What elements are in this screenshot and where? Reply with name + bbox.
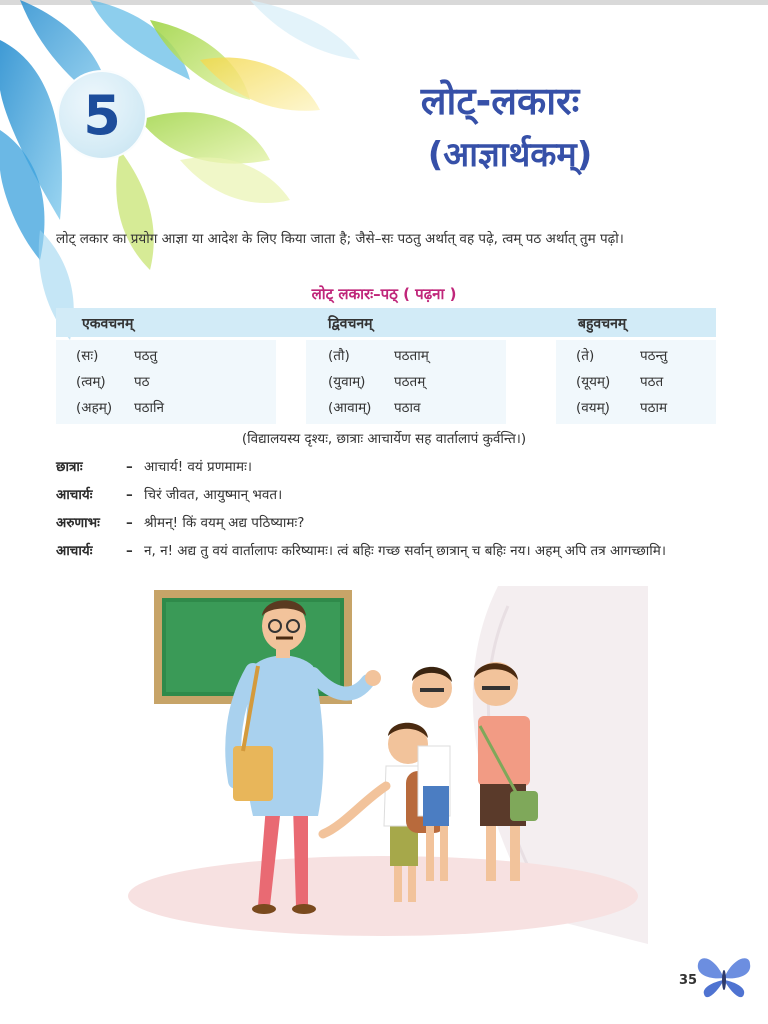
intro-paragraph: लोट् लकार का प्रयोग आज्ञा या आदेश के लिए किया जाता है; जैसे–सः पठतु अर्थात् वह पढ़े, त्वम् पठ अर्थात् तुम पढ़ो। — [56, 231, 624, 247]
table-row — [56, 398, 716, 422]
utterance: श्रीमन्! किं वयम् अद्य पठिष्यामः? — [144, 515, 305, 531]
utterance: चिरं जीवत, आयुष्मान् भवत। — [144, 487, 283, 503]
speaker: अरुणाभः — [56, 515, 100, 531]
verb-cell: पठाम — [640, 400, 668, 416]
table-row — [56, 346, 716, 370]
table-row — [56, 372, 716, 396]
verb-cell: पठतु — [134, 348, 158, 364]
utterance: न, न! अद्य तु वयं वार्तालापः करिष्यामः। त्वं बहिः गच्छ सर्वान् छात्रान् च बहिः नय। अहम् अपि तत्र आगच्छामि। — [144, 543, 666, 559]
butterfly-icon — [694, 950, 754, 1006]
dialogue-line — [56, 455, 718, 479]
verb-cell: पठ — [134, 374, 150, 390]
pronoun-cell: (सः) — [76, 348, 99, 364]
scene-note: (विद्यालयस्य दृश्यः, छात्राः आचार्येण सह वार्तालापं कुर्वन्ति।) — [241, 431, 527, 447]
pronoun-cell: (वयम्) — [576, 400, 610, 416]
dialogue-line — [56, 539, 718, 563]
pronoun-cell: (ते) — [576, 348, 595, 364]
classroom-illustration — [118, 586, 648, 944]
speaker: छात्राः — [56, 459, 83, 475]
verb-cell: पठत — [640, 374, 664, 390]
header-singular: एकवचनम् — [82, 316, 134, 332]
leaf-decoration — [0, 0, 400, 360]
table-header — [56, 308, 716, 337]
page-number: 35 — [679, 973, 698, 988]
speaker: आचार्यः — [56, 543, 93, 559]
pronoun-cell: (अहम्) — [76, 400, 113, 416]
pronoun-cell: (यूयम्) — [576, 374, 611, 390]
dialogue — [56, 455, 718, 567]
chapter-badge — [57, 70, 147, 160]
dialogue-line — [56, 511, 718, 535]
dash: – — [126, 543, 133, 559]
header-plural: बहुवचनम् — [578, 316, 627, 332]
header-dual: द्विवचनम् — [328, 316, 373, 332]
utterance: आचार्य! वयं प्रणमामः। — [144, 459, 252, 475]
speaker: आचार्यः — [56, 487, 93, 503]
verb-cell: पठाव — [394, 400, 421, 416]
chapter-subtitle: (आज्ञार्थकम्) — [427, 135, 593, 175]
dash: – — [126, 515, 133, 531]
verb-cell: पठतम् — [394, 374, 426, 390]
conjugation-table — [56, 340, 716, 424]
chapter-number: 5 — [83, 83, 121, 147]
chapter-title: लोट्-लकारः — [420, 79, 580, 123]
dialogue-line — [56, 483, 718, 507]
pronoun-cell: (आवाम्) — [328, 400, 372, 416]
pronoun-cell: (युवाम्) — [328, 374, 366, 390]
table-title: लोट् लकारः–पठ् ( पढ़ना ) — [311, 285, 457, 303]
pronoun-cell: (तौ) — [328, 348, 350, 364]
verb-cell: पठन्तु — [640, 348, 668, 364]
dash: – — [126, 487, 133, 503]
pronoun-cell: (त्वम्) — [76, 374, 106, 390]
verb-cell: पठानि — [134, 400, 164, 416]
dash: – — [126, 459, 133, 475]
verb-cell: पठताम् — [394, 348, 429, 364]
